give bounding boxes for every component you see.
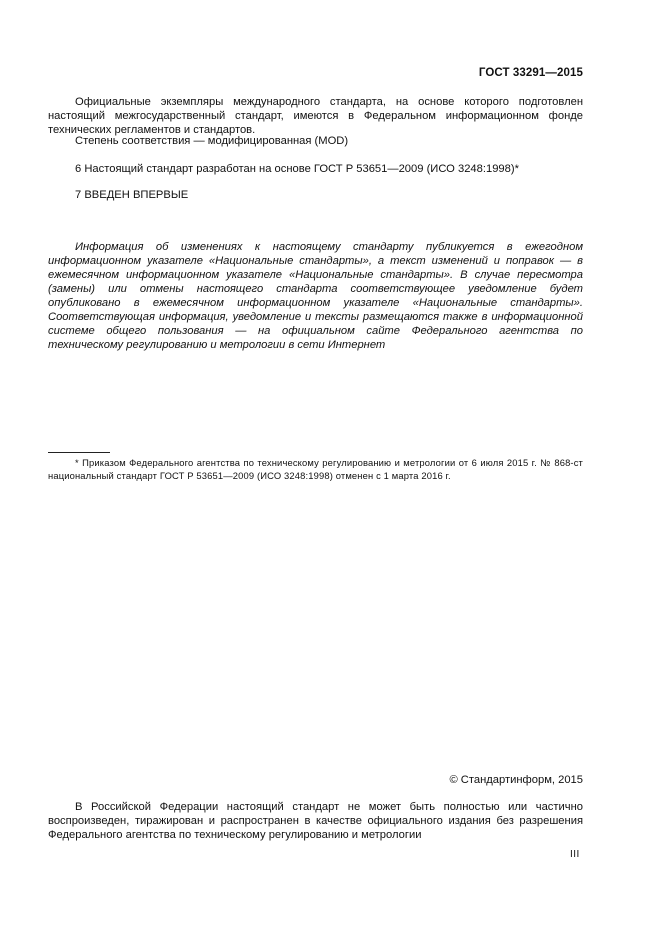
footnote: * Приказом Федерального агентства по техническому регулированию и метрологии от 6 июля 2015 г. № 868-ст национальный стандарт ГОСТ Р 53651—2009 (ИСО 3248:1998) отменен с 1 марта 2016 г. [48,457,583,481]
document-code: ГОСТ 33291—2015 [478,67,583,79]
reproduction-rights-notice: В Российской Федерации настоящий стандарт не может быть полностью или частично воспроизведен, тиражирован и распространен в качестве официального издания без разрешения Федерального агентства по техническому регулированию и метрологии [48,801,583,841]
conformity-degree: Степень соответствия — модифицированная (MOD) [75,135,349,147]
page-number: III [570,849,580,860]
item-6: 6 Настоящий стандарт разработан на основе ГОСТ Р 53651—2009 (ИСО 3248:1998)* [75,163,519,175]
official-copies-paragraph: Официальные экземпляры международного стандарта, на основе которого подготовлен настоящий межгосударственный стандарт, имеются в Федеральном информационном фонде технических регламентов и стандартов. [48,96,583,136]
item-7: 7 ВВЕДЕН ВПЕРВЫЕ [75,189,189,201]
change-information-notice: Информация об изменениях к настоящему стандарту публикуется в ежегодном информационном указателе «Национальные стандарты», а текст изменений и поправок — в ежемесячном информационном указателе «Национальные стандарты». В случае пересмотра (замены) или отмены настоящего стандарта соответствующее уведомление будет опубликовано в ежемесячном информационном указателе «Национальные стандарты». Соответствующая информация, уведомление и тексты размещаются также в информационной системе общего пользования — на официальном сайте Федерального агентства по техническому регулированию и метрологии в сети Интернет [48,241,583,351]
footnote-separator [48,452,110,453]
copyright: © Стандартинформ, 2015 [449,774,583,786]
